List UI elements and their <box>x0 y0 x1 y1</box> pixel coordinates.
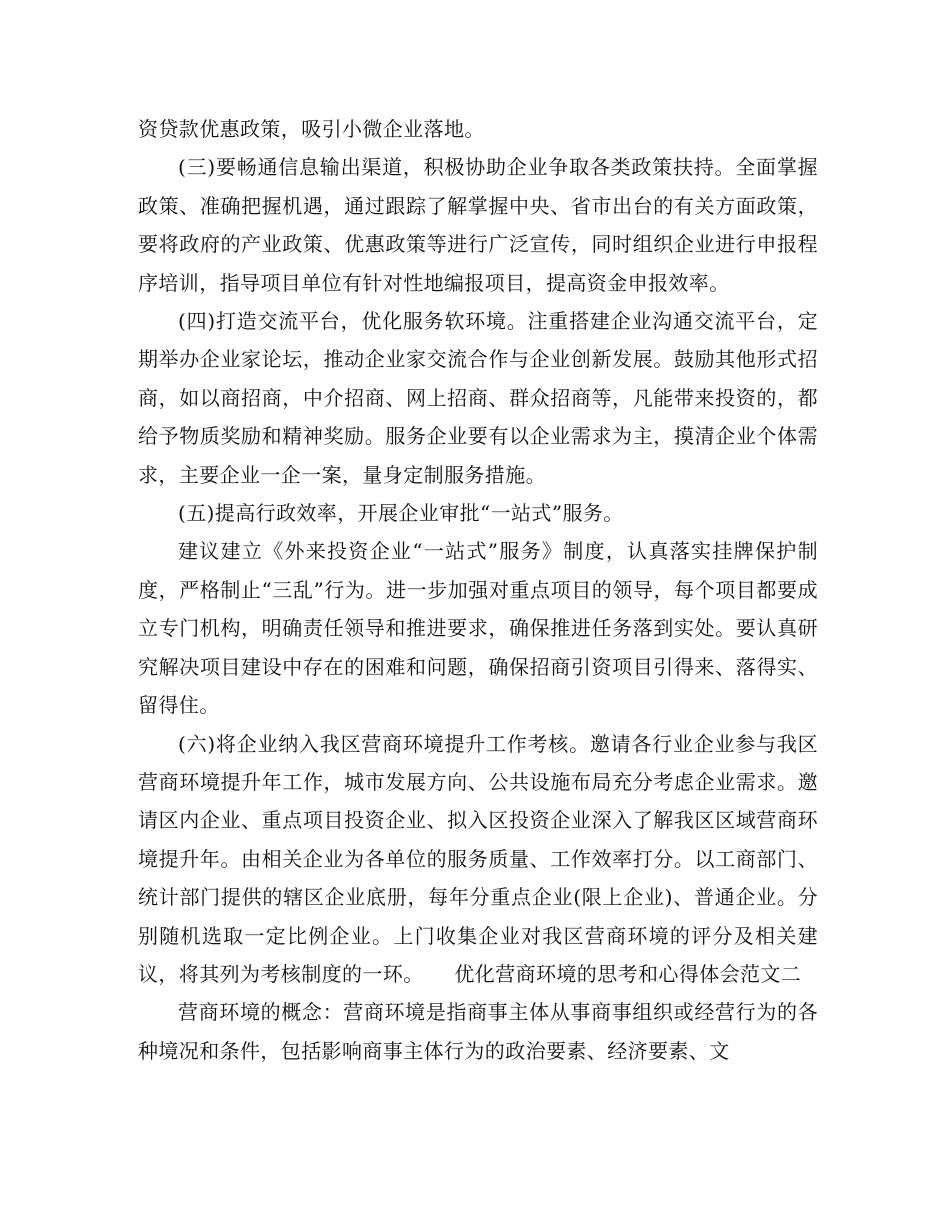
paragraph-section-5: (五)提高行政效率，开展企业审批“一站式”服务。 <box>178 501 624 526</box>
paragraph-section-3: (三)要畅通信息输出渠道，积极协助企业争取各类政策扶持。全面掌握政策、准确把握机遇，通过跟踪了解掌握中央、省市出台的有关方面政策，要将政府的产业政策、优惠政策等进行广泛宣传，同时组织企业进行申报程序培训，指导项目单位有针对性地编报项目，提高资金申报效率。 <box>138 155 818 295</box>
paragraph-business-environment-concept: 营商环境的概念：营商环境是指商事主体从事商事组织或经营行为的各种境况和条件，包括影响商事主体行为的政治要素、经济要素、文 <box>138 1000 818 1063</box>
document-body <box>138 110 818 1070</box>
paragraph-continuation: 资贷款优惠政策，吸引小微企业落地。 <box>138 117 485 141</box>
paragraph-section-6: (六)将企业纳入我区营商环境提升工作考核。邀请各行业企业参与我区营商环境提升年工作，城市发展方向、公共设施布局充分考虑企业需求。邀请区内企业、重点项目投资企业、拟入区投资企业深入了解我区区域营商环境提升年。由相关企业为各单位的服务质量、工作效率打分。以工商部门、统计部门提供的辖区企业底册，每年分重点企业(限上企业)、普通企业。分别随机选取一定比例企业。上门收集企业对我区营商环境的评分及相关建议，将其列为考核制度的一环。 优化营商环境的思考和心得体会范文二 <box>138 731 818 986</box>
paragraph-section-4: (四)打造交流平台，优化服务软环境。注重搭建企业沟通交流平台，定期举办企业家论坛，推动企业家交流合作与企业创新发展。鼓励其他形式招商，如以商招商，中介招商、网上招商、群众招商等，凡能带来投资的，都给予物质奖励和精神奖励。服务企业要有以企业需求为主，摸清企业个体需求，主要企业一企一案，量身定制服务措施。 <box>138 309 818 487</box>
paragraph-section-5-detail: 建议建立《外来投资企业“一站式”服务》制度，认真落实挂牌保护制度，严格制止“三乱”行为。进一步加强对重点项目的领导，每个项目都要成立专门机构，明确责任领导和推进要求，确保推进任务落到实处。要认真研究解决项目建设中存在的困难和问题，确保招商引资项目引得来、落得实、留得住。 <box>138 539 818 718</box>
